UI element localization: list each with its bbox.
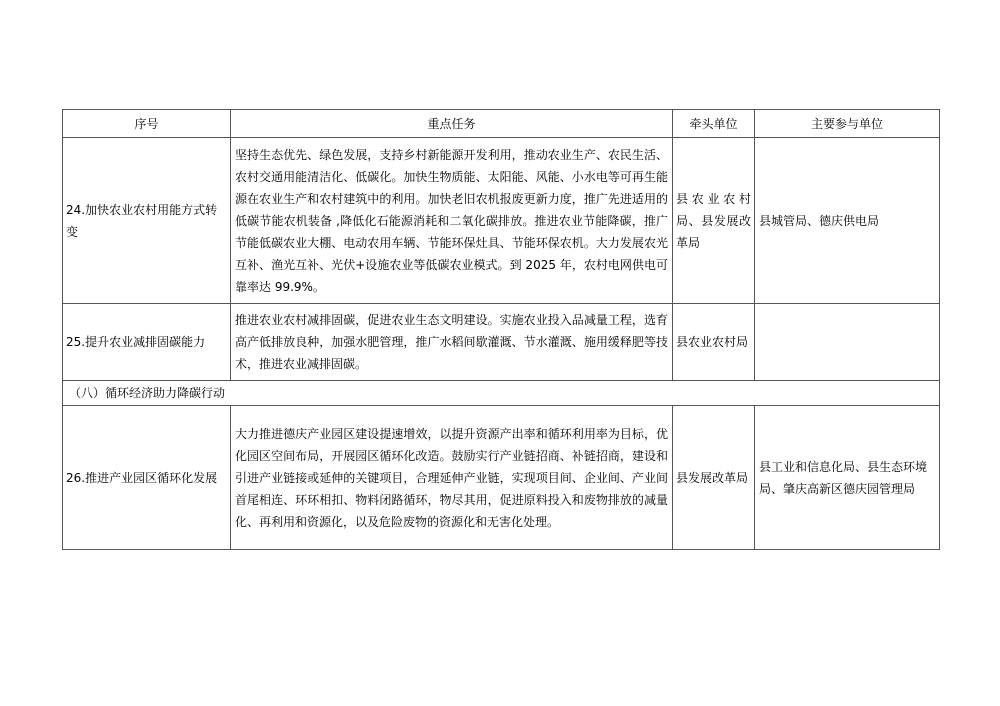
row-task: 坚持生态优先、绿色发展，支持乡村新能源开发利用，推动农业生产、农民生活、农村交通用能清洁化、低碳化。加快生物质能、太阳能、风能、小水电等可再生能源在农业生产和农村建筑中的利用。加快老旧农机报废更新力度，推广先进适用的低碳节能农机装备 ,降低化石能源消耗和二氧化碳排放。推进农业节能降碳，推广节能低碳农业大棚、电动农用车辆、节能环保灶具、节能环保农机。大力发展农光互补、渔光互补、光伏+设施农业等低碳农业模式。到 2025 年，农村电网供电可靠率达 99.9%。 [231, 138, 673, 304]
table-row [63, 406, 940, 550]
task-table [62, 109, 940, 550]
row-lead: 县发展改革局 [673, 406, 755, 550]
row-lead: 县农业农村局、县发展改革局 [673, 138, 755, 304]
section-row [63, 381, 940, 406]
section-title: （八）循环经济助力降碳行动 [63, 381, 940, 406]
row-lead: 县农业农村局 [673, 304, 755, 381]
header-participants: 主要参与单位 [755, 110, 940, 138]
table-row [63, 304, 940, 381]
table-header-row [63, 110, 940, 138]
row-seq: 25.提升农业减排固碳能力 [63, 304, 231, 381]
header-task: 重点任务 [231, 110, 673, 138]
table-row [63, 138, 940, 304]
row-participants: 县工业和信息化局、县生态环境局、肇庆高新区德庆园管理局 [755, 406, 940, 550]
row-seq: 26.推进产业园区循环化发展 [63, 406, 231, 550]
row-participants [755, 304, 940, 381]
header-seq: 序号 [63, 110, 231, 138]
header-lead: 牵头单位 [673, 110, 755, 138]
row-task: 大力推进德庆产业园区建设提速增效，以提升资源产出率和循环利用率为目标，优化园区空间布局，开展园区循环化改造。鼓励实行产业链招商、补链招商，建设和引进产业链接或延伸的关键项目，合理延伸产业链，实现项目间、企业间、产业间首尾相连、环环相扣、物料闭路循环，物尽其用，促进原料投入和废物排放的减量化、再利用和资源化，以及危险废物的资源化和无害化处理。 [231, 406, 673, 550]
row-seq: 24.加快农业农村用能方式转变 [63, 138, 231, 304]
row-participants: 县城管局、德庆供电局 [755, 138, 940, 304]
row-task: 推进农业农村减排固碳，促进农业生态文明建设。实施农业投入品减量工程，选育高产低排放良种，加强水肥管理，推广水稻间歇灌溉、节水灌溉、施用缓释肥等技术，推进农业减排固碳。 [231, 304, 673, 381]
